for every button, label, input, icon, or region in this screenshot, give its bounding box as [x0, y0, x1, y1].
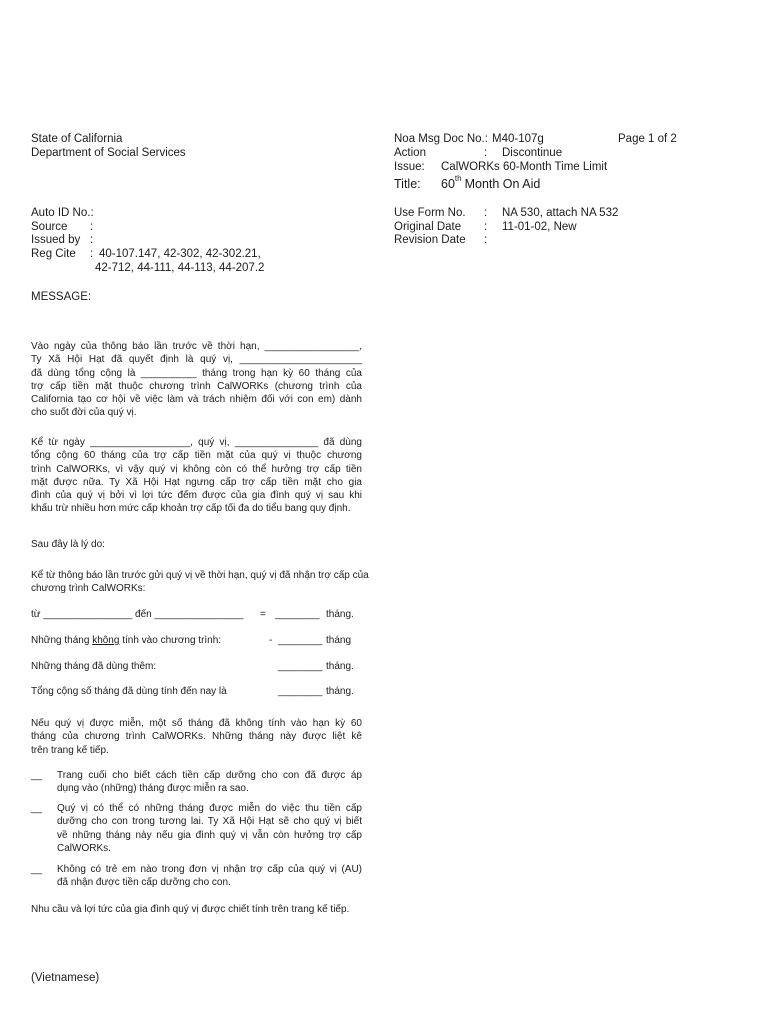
page-number: Page 1 of 2: [618, 133, 677, 145]
row-additional-blank: ________: [278, 661, 323, 672]
original-date-value: 11-01-02, New: [502, 221, 577, 233]
paragraph-line: khấu trừ nhiều hơn mức cấp khoản trợ cấp tối đa do tiểu bang quy định.: [31, 503, 351, 515]
use-form-label: Use Form No.: [394, 207, 466, 219]
auto-id-label: Auto ID No.:: [31, 207, 94, 219]
row-not-counted-label: [31, 634, 221, 647]
issue-value: CalWORKs 60-Month Time Limit: [441, 161, 608, 173]
reg-cite-value-line: 42-712, 44-111, 44-113, 44-207.2: [95, 262, 265, 274]
use-form-value: NA 530, attach NA 532: [502, 207, 619, 219]
option-line: Quý vị có thể có những tháng được miễn do việc thu tiền cấp: [57, 803, 362, 814]
option-line: Trang cuối cho biết cách tiền cấp dưỡng cho con đã được áp: [57, 770, 362, 781]
revision-date-label: Revision Date: [394, 234, 466, 246]
row-total-blank: ________: [278, 686, 323, 697]
paragraph-line: trợ cấp tiền mặt thuộc chương trình CalWORKs (chương trình của: [31, 380, 362, 392]
row-from-unit: tháng.: [326, 609, 354, 620]
needs-note: Nhu cầu và lợi tức của gia đình quý vị được chiết tính trên trang kế tiếp.: [31, 904, 350, 915]
doc-no-value: M40-107g: [492, 133, 544, 145]
reg-cite-value-line: 40-107.147, 42-302, 42-302.21,: [99, 248, 261, 260]
paragraph-line: tổng cộng 60 tháng của trợ cấp tiền mặt của quý vị thuộc chương: [31, 450, 362, 462]
row-not-counted-emphasis: không: [92, 635, 120, 646]
row-not-counted-blank: ________: [278, 635, 323, 646]
doc-no-label: Noa Msg Doc No.:: [394, 133, 488, 145]
option-line: Không có trẻ em nào trong đơn vị nhận trợ cấp của quý vị (AU): [57, 864, 362, 875]
option-line: đã nhận được tiền cấp dưỡng cho con.: [57, 877, 231, 889]
paragraph-line: Kể từ ngày __________________, quý vị, _______________ đã dùng: [31, 437, 362, 448]
paragraph-line: Kể từ thông báo lần trước gửi quý vị về thời hạn, quý vị đã nhận trợ cấp của: [31, 570, 369, 581]
option-line: về những tháng này nếu gia đình quý vị vẫn còn hưởng trợ cấp: [57, 829, 362, 841]
row-total-label: Tổng cộng số tháng đã dùng tính đến nay là: [31, 686, 227, 697]
title-ordinal-suffix: th: [454, 174, 462, 183]
row-not-counted-unit: tháng: [326, 635, 352, 646]
paragraph-time-limit: [31, 340, 362, 420]
action-value: Discontinue: [502, 147, 563, 159]
title-rest: Month On Aid: [464, 177, 541, 191]
row-additional-label: Những tháng đã dùng thêm:: [31, 661, 157, 672]
revision-date-colon: :: [484, 234, 488, 246]
title-label: Title:: [394, 177, 421, 191]
option-text: [57, 863, 362, 890]
reason-heading: Sau đây là lý do:: [31, 539, 105, 550]
row-not-counted-prefix: Những tháng: [31, 635, 93, 646]
row-additional-unit: tháng.: [326, 661, 354, 672]
source-label: Source: [31, 221, 68, 233]
option-text: [57, 769, 362, 796]
issued-by-colon: :: [90, 234, 94, 246]
row-from-label: từ ________________ đến ________________: [31, 609, 244, 620]
paragraph-line: trình CalWORKs, vì vậy quý vị không còn có thể hưởng trợ cấp tiền: [31, 463, 362, 475]
option-blank: __: [31, 803, 43, 814]
option-line: dưỡng cho con trong tương lai. Ty Xã Hội Hạt sẽ cho quý vị biết: [57, 816, 362, 828]
use-form-colon: :: [484, 207, 488, 219]
option-line: dụng vào (những) tháng được miễn ra sao.: [57, 783, 249, 795]
row-from-blank: ________: [275, 609, 320, 620]
needs-note-block: [31, 903, 362, 916]
paragraph-discontinue: [31, 436, 362, 516]
title-number: 60: [441, 177, 455, 191]
language-tag: (Vietnamese): [31, 972, 100, 984]
paragraph-line: tháng của chương trình CalWORKs. Những tháng này được liệt kê: [31, 731, 362, 743]
source-colon: :: [90, 221, 94, 233]
option-blank: __: [31, 770, 43, 781]
paragraph-line: Vào ngày của thông báo lần trước về thời hạn, _________________,: [31, 341, 362, 352]
row-not-counted-operator: -: [269, 635, 273, 646]
paragraph-line: trên trang kế tiếp.: [31, 744, 109, 756]
paragraph-line: Ty Xã Hội Hạt đã quyết định là quý vị, ______________________: [31, 354, 362, 366]
state-name: State of California: [31, 133, 123, 145]
paragraph-line: chương trình CalWORKs:: [31, 583, 146, 595]
option-text: [57, 802, 362, 855]
since-notice: [31, 569, 369, 596]
original-date-label: Original Date: [394, 221, 462, 233]
row-from-operator: =: [260, 609, 266, 620]
option-blank: __: [31, 864, 43, 875]
message-label: MESSAGE:: [31, 291, 92, 303]
paragraph-line: cho suốt đời của quý vị.: [31, 407, 137, 419]
issue-label: Issue:: [394, 161, 425, 173]
title-value: [441, 174, 541, 192]
reg-cite-colon: :: [90, 248, 94, 260]
paragraph-line: California tạo cơ hội về việc làm và trách nhiệm đối với con em) dành: [31, 394, 362, 405]
paragraph-exempt: [31, 717, 362, 757]
row-total-unit: tháng.: [326, 686, 354, 697]
issued-by-label: Issued by: [31, 234, 81, 246]
row-not-counted-suffix: tính vào chương trình:: [119, 635, 222, 646]
paragraph-line: đã dùng tổng cộng là __________ tháng trong hạn kỳ 60 tháng của: [31, 367, 362, 379]
action-colon: :: [484, 147, 488, 159]
original-date-colon: :: [484, 221, 488, 233]
reg-cite-label: Reg Cite: [31, 248, 76, 260]
paragraph-line: đình của quý vị bởi vì lợi tức đếm được của gia đình quý vị sau khi: [31, 490, 362, 501]
paragraph-line: mặt được nữa. Ty Xã Hội Hạt ngưng cấp trợ cấp tiền mặt cho gia: [31, 476, 362, 488]
action-label: Action: [394, 147, 426, 159]
paragraph-line: Nếu quý vị được miễn, một số tháng đã không tính vào hạn kỳ 60: [31, 718, 362, 729]
reason-heading-block: [31, 538, 362, 551]
department-name: Department of Social Services: [31, 147, 186, 159]
option-line: CalWORKs.: [57, 842, 111, 854]
